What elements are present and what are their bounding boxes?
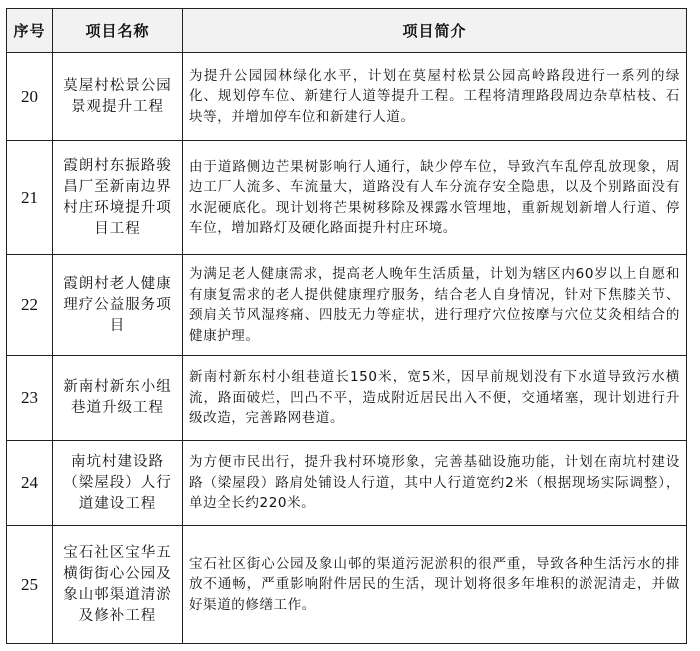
row-project-name: 霞朗村东振路骏昌厂至新南边界村庄环境提升项目工程	[53, 141, 183, 255]
row-number: 20	[7, 53, 53, 141]
project-table	[6, 8, 687, 644]
row-project-description: 由于道路侧边芒果树影响行人通行，缺少停车位，导致汽车乱停乱放现象，周边工厂人流多、车流量大，道路没有人车分流存安全隐患，以及个别路面没有水泥硬底化。现计划将芒果树移除及裸露水管埋地，重新规划新增人行道、停车位，增加路灯及硬化路面提升村庄环境。	[183, 141, 687, 255]
table-row	[7, 53, 687, 141]
table-row	[7, 441, 687, 526]
table-row	[7, 526, 687, 644]
header-number: 序号	[7, 9, 53, 53]
row-number: 22	[7, 255, 53, 356]
row-number: 23	[7, 356, 53, 441]
row-project-description: 宝石社区街心公园及象山邨的渠道污泥淤积的很严重，导致各种生活污水的排放不通畅，严重影响附件居民的生活，现计划将很多年堆积的淤泥清走，并做好渠道的修缮工作。	[183, 526, 687, 644]
row-project-name: 霞朗村老人健康理疗公益服务项目	[53, 255, 183, 356]
table-header-row	[7, 9, 687, 53]
row-project-name: 宝石社区宝华五横街街心公园及象山邨渠道清淤及修补工程	[53, 526, 183, 644]
row-project-description: 为提升公园园林绿化水平，计划在莫屋村松景公园高岭路段进行一系列的绿化、规划停车位、新建行人道等提升工程。工程将清理路段周边杂草枯枝、石块等，并增加停车位和新建行人道。	[183, 53, 687, 141]
row-project-name: 新南村新东小组巷道升级工程	[53, 356, 183, 441]
row-project-name: 莫屋村松景公园景观提升工程	[53, 53, 183, 141]
table-row	[7, 356, 687, 441]
header-project-description: 项目简介	[183, 9, 687, 53]
row-number: 25	[7, 526, 53, 644]
row-project-description: 为满足老人健康需求，提高老人晚年生活质量，计划为辖区内60岁以上自愿和有康复需求的老人提供健康理疗服务，结合老人自身情况，针对下焦膝关节、颈肩关节风湿疼痛、四肢无力等症状，进行理疗穴位按摩与穴位艾灸相结合的健康护理。	[183, 255, 687, 356]
row-project-name: 南坑村建设路（梁屋段）人行道建设工程	[53, 441, 183, 526]
row-project-description: 为方便市民出行，提升我村环境形象，完善基础设施功能，计划在南坑村建设路（梁屋段）路肩处铺设人行道，其中人行道宽约2米（根据现场实际调整），单边全长约220米。	[183, 441, 687, 526]
row-project-description: 新南村新东村小组巷道长150米，宽5米，因早前规划没有下水道导致污水横流，路面破烂，凹凸不平，造成附近居民出入不便，交通堵塞，现计划进行升级改造，完善路网巷道。	[183, 356, 687, 441]
table-row	[7, 255, 687, 356]
row-number: 24	[7, 441, 53, 526]
header-project-name: 项目名称	[53, 9, 183, 53]
row-number: 21	[7, 141, 53, 255]
table-row	[7, 141, 687, 255]
